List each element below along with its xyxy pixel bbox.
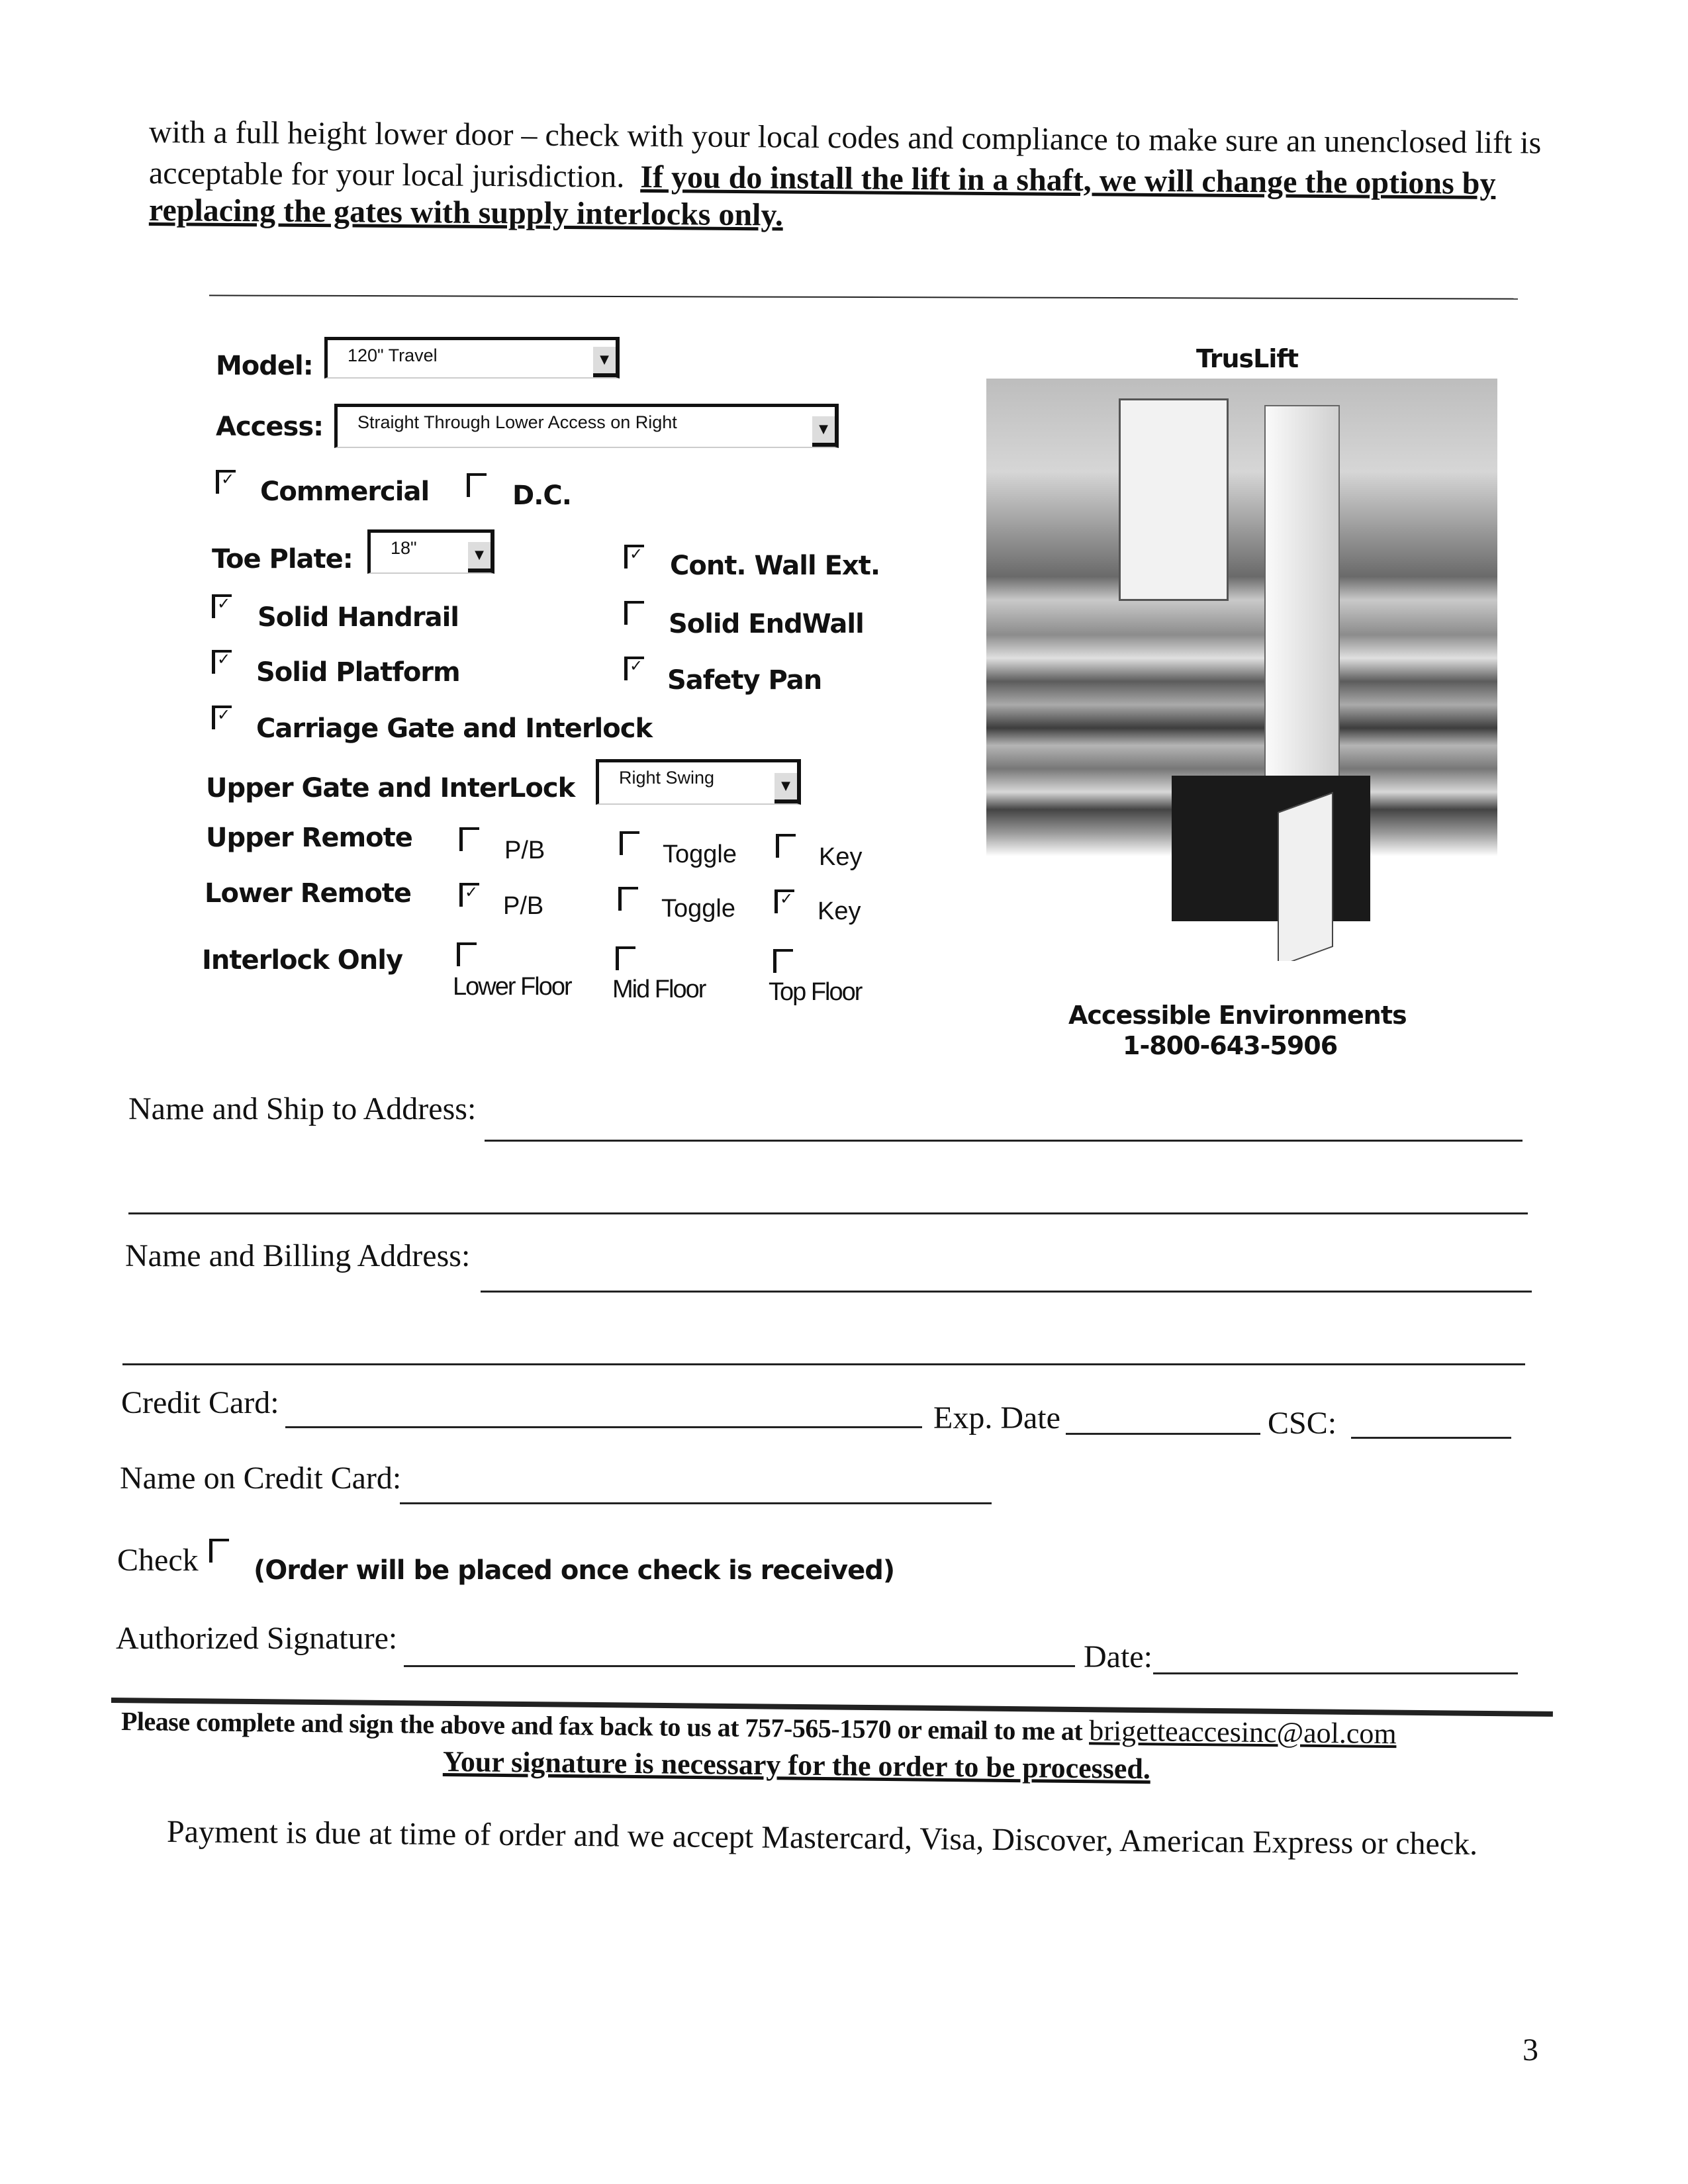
checkmark-icon: ✓ <box>630 657 643 675</box>
interlock-mid-floor-label: Mid Floor <box>612 976 706 1003</box>
name-on-card-field[interactable] <box>400 1502 992 1504</box>
billing-label: Name and Billing Address: <box>125 1238 471 1273</box>
exp-date-label: Exp. Date <box>933 1400 1060 1435</box>
lower-remote-key-label: Key <box>818 897 861 925</box>
section-divider <box>209 295 1518 299</box>
solid-platform-label: Solid Platform <box>256 657 460 688</box>
lower-remote-pb-checkbox[interactable] <box>459 883 479 907</box>
csc-label: CSC: <box>1268 1406 1337 1441</box>
solid-endwall-checkbox[interactable] <box>624 601 644 625</box>
company-phone: 1-800-643-5906 <box>1123 1031 1338 1060</box>
toe-plate-select[interactable] <box>367 529 494 574</box>
check-payment-checkbox[interactable] <box>209 1539 229 1563</box>
upper-gate-select[interactable] <box>596 759 801 805</box>
instructions-text: Please complete and sign the above and fax back to us at 757-565-1570 or email to me at <box>120 1706 1083 1747</box>
check-label: Check <box>117 1543 199 1578</box>
exp-date-field[interactable] <box>1066 1433 1260 1435</box>
upper-remote-toggle-label: Toggle <box>663 841 737 868</box>
model-select[interactable] <box>324 337 620 379</box>
lift-platform-image <box>1172 776 1370 921</box>
model-value: 120" Travel <box>348 345 438 365</box>
ship-to-field[interactable] <box>485 1140 1523 1142</box>
safety-pan-checkbox[interactable] <box>624 657 644 680</box>
lift-photo <box>986 379 1497 961</box>
ship-to-field-line-2[interactable] <box>128 1212 1528 1214</box>
credit-card-label: Credit Card: <box>121 1385 279 1420</box>
upper-remote-key-label: Key <box>819 843 863 871</box>
lift-gate-image <box>1278 792 1333 961</box>
dc-label: D.C. <box>512 480 571 511</box>
upper-gate-label: Upper Gate and InterLock <box>206 773 575 803</box>
checkmark-icon: ✓ <box>465 883 479 901</box>
interlock-top-floor-checkbox[interactable] <box>773 949 793 973</box>
date-label: Date: <box>1084 1639 1152 1674</box>
name-on-card-label: Name on Credit Card: <box>120 1461 402 1496</box>
checkmark-icon: ✓ <box>221 470 235 488</box>
lower-remote-toggle-label: Toggle <box>661 895 735 923</box>
checkmark-icon: ✓ <box>630 545 643 563</box>
carriage-gate-checkbox[interactable] <box>212 705 232 729</box>
signature-field[interactable] <box>404 1665 1075 1667</box>
checkmark-icon: ✓ <box>217 650 231 668</box>
solid-platform-checkbox[interactable] <box>212 650 232 674</box>
interlock-lower-floor-checkbox[interactable] <box>457 942 477 966</box>
lower-remote-key-checkbox[interactable] <box>774 889 794 913</box>
checkmark-icon: ✓ <box>780 889 794 908</box>
cont-wall-ext-label: Cont. Wall Ext. <box>670 551 880 581</box>
intro-line-2-bold: If you do install the lift in a shaft, we will change the options by <box>640 159 1496 201</box>
intro-line-2-plain: acceptable for your local jurisdiction. <box>148 156 625 195</box>
chevron-down-icon[interactable]: ▼ <box>468 542 491 572</box>
csc-field[interactable] <box>1351 1437 1511 1439</box>
interlock-only-label: Interlock Only <box>202 945 403 976</box>
carriage-gate-label: Carriage Gate and Interlock <box>256 713 653 744</box>
toe-plate-label: Toe Plate: <box>212 544 353 574</box>
credit-card-field[interactable] <box>285 1426 922 1428</box>
dc-checkbox[interactable] <box>467 473 487 497</box>
company-name: Accessible Environments <box>1068 1001 1407 1030</box>
interlock-lower-floor-label: Lower Floor <box>453 973 571 1001</box>
commercial-label: Commercial <box>260 477 430 507</box>
upper-remote-key-checkbox[interactable] <box>776 834 796 858</box>
solid-endwall-label: Solid EndWall <box>669 609 864 639</box>
chevron-down-icon[interactable]: ▼ <box>593 347 616 377</box>
billing-field[interactable] <box>481 1291 1532 1293</box>
interlock-top-floor-label: Top Floor <box>769 978 862 1006</box>
lift-tower-image <box>1264 405 1340 792</box>
cont-wall-ext-checkbox[interactable] <box>624 545 644 569</box>
signature-note: Your signature is necessary for the order to be processed. <box>442 1745 1151 1786</box>
date-field[interactable] <box>1153 1672 1518 1674</box>
intro-line-2 <box>149 158 1496 200</box>
page-number: 3 <box>1523 2032 1538 2068</box>
access-label: Access: <box>216 412 324 442</box>
intro-line-1: with a full height lower door – check with your local codes and compliance to make sure an unenclosed lift is <box>148 114 1542 161</box>
checkmark-icon: ✓ <box>217 594 231 613</box>
commercial-checkbox[interactable] <box>216 470 236 494</box>
access-select[interactable] <box>334 404 839 448</box>
check-note: (Order will be placed once check is received) <box>254 1555 895 1586</box>
lower-remote-pb-label: P/B <box>503 892 544 920</box>
ship-to-label: Name and Ship to Address: <box>128 1091 477 1126</box>
intro-line-3: replacing the gates with supply interlocks only. <box>148 193 784 233</box>
upper-door-image <box>1119 398 1229 601</box>
interlock-mid-floor-checkbox[interactable] <box>616 946 635 970</box>
upper-remote-toggle-checkbox[interactable] <box>620 831 639 855</box>
upper-remote-pb-label: P/B <box>504 837 545 864</box>
toe-plate-value: 18" <box>391 538 417 558</box>
billing-field-line-2[interactable] <box>122 1363 1525 1365</box>
checkmark-icon: ✓ <box>217 705 231 724</box>
lower-remote-toggle-checkbox[interactable] <box>618 887 638 911</box>
signature-label: Authorized Signature: <box>116 1621 398 1656</box>
upper-remote-label: Upper Remote <box>206 823 412 853</box>
lower-remote-label: Lower Remote <box>205 878 412 909</box>
safety-pan-label: Safety Pan <box>667 665 822 696</box>
upper-gate-value: Right Swing <box>619 768 715 788</box>
product-title: TrusLift <box>1196 344 1299 373</box>
solid-handrail-checkbox[interactable] <box>212 594 232 618</box>
access-value: Straight Through Lower Access on Right <box>357 412 677 432</box>
email-link[interactable]: brigetteaccesinc@aol.com <box>1088 1714 1397 1751</box>
payment-note: Payment is due at time of order and we accept Mastercard, Visa, Discover, American Express or check. <box>166 1814 1478 1862</box>
solid-handrail-label: Solid Handrail <box>258 602 459 633</box>
chevron-down-icon[interactable]: ▼ <box>812 416 835 447</box>
model-label: Model: <box>216 351 313 381</box>
upper-remote-pb-checkbox[interactable] <box>459 827 479 851</box>
chevron-down-icon[interactable]: ▼ <box>774 773 797 803</box>
